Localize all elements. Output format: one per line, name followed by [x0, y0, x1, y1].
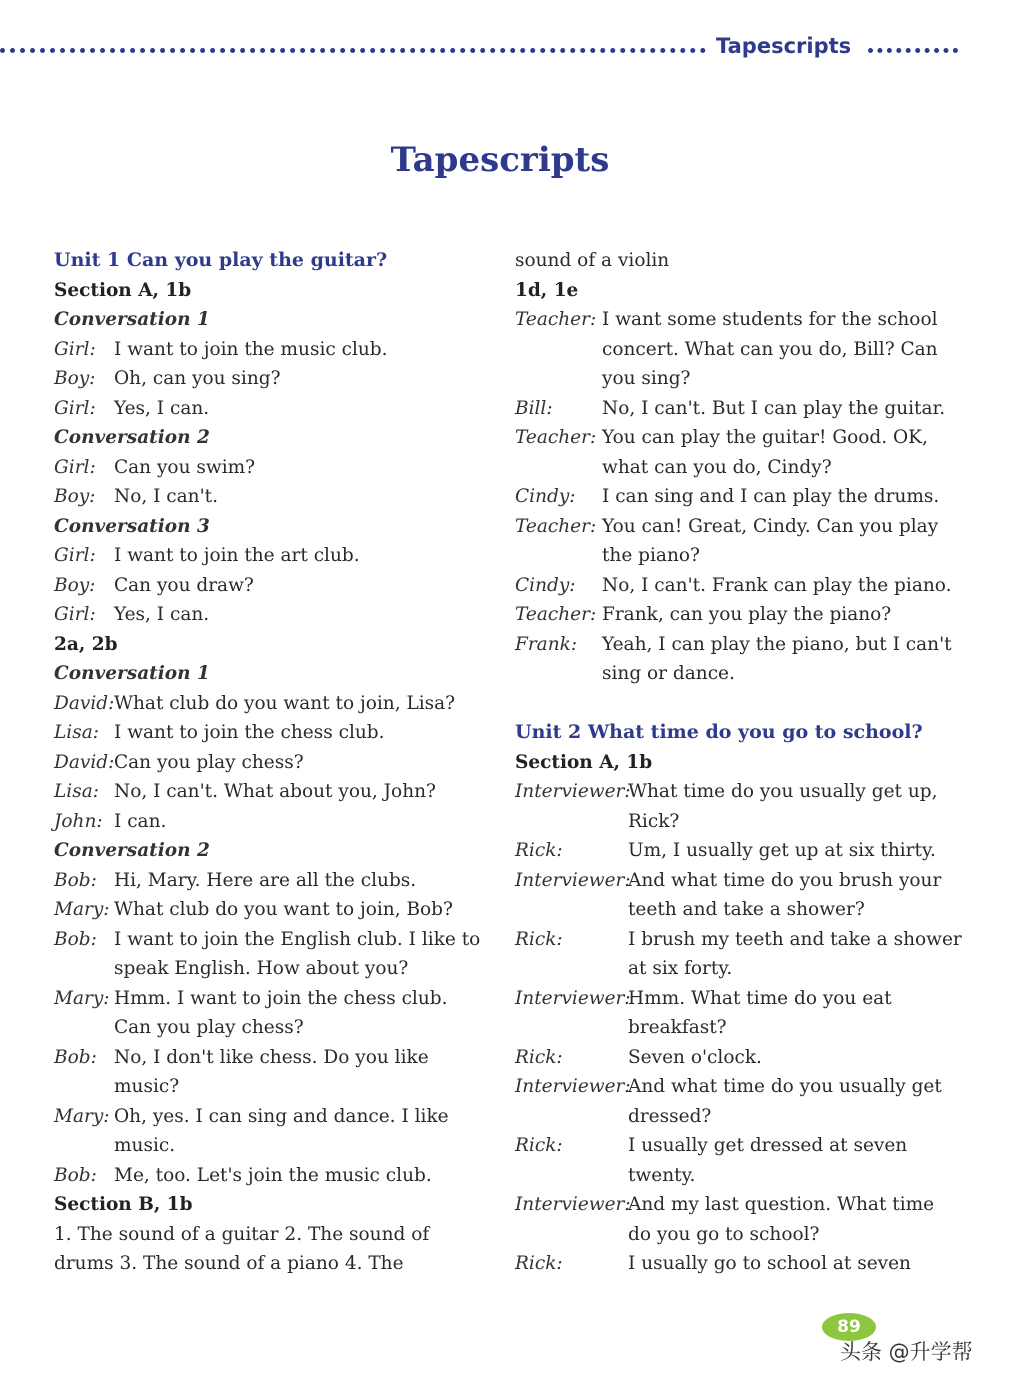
dialogue-text: Can you play chess? — [114, 751, 304, 773]
dialogue-text: I want to join the chess club. — [114, 722, 385, 743]
speaker-label — [515, 1161, 628, 1191]
dialogue-line — [54, 748, 474, 778]
speaker-label: Bob: — [54, 1046, 97, 1068]
speaker-label: David: — [54, 692, 115, 714]
conversation-heading: Conversation 1 — [54, 309, 210, 330]
dialogue-text: Can you play chess? — [114, 1017, 304, 1038]
dialogue-line — [54, 1013, 474, 1043]
dialogue-line — [515, 1043, 955, 1073]
dialogue-text: speak English. How about you? — [114, 958, 409, 979]
dialogue-text: you sing? — [602, 368, 691, 389]
speaker-label — [515, 1013, 628, 1043]
dialogue-line — [54, 541, 474, 571]
speaker-label: Bob: — [54, 1164, 97, 1186]
dialogue-line — [515, 1220, 955, 1250]
dialogue-text: do you go to school? — [628, 1223, 820, 1245]
dialogue-line — [515, 836, 955, 866]
unit-heading: Unit 1 Can you play the guitar? — [54, 249, 388, 271]
dialogue-text: I brush my teeth and take a shower — [628, 928, 962, 950]
body-text: drums 3. The sound of a piano 4. The — [54, 1253, 404, 1274]
dialogue-line — [54, 866, 474, 896]
dialogue-text: the piano? — [602, 545, 700, 566]
dialogue-text: I can sing and I can play the drums. — [602, 486, 940, 507]
speaker-label — [515, 1220, 628, 1250]
watermark: 头条 @升学帮 — [840, 1340, 973, 1364]
dialogue-text: You can! Great, Cindy. Can you play — [602, 515, 939, 537]
unit-heading: Unit 2 What time do you go to school? — [515, 721, 923, 743]
speaker-label: Mary: — [54, 987, 110, 1009]
running-header — [0, 34, 1024, 68]
speaker-label — [515, 954, 628, 984]
dialogue-text: Hmm. I want to join the chess club. — [114, 987, 448, 1009]
dialogue-line — [515, 512, 955, 542]
dialogue-text: Oh, yes. I can sing and dance. I like — [114, 1105, 449, 1127]
body-text: 1. The sound of a guitar 2. The sound of — [54, 1223, 430, 1245]
conversation-heading: Conversation 2 — [54, 427, 210, 448]
dialogue-text: Hmm. What time do you eat — [628, 987, 892, 1009]
dialogue-line — [515, 335, 955, 365]
section-heading: Section A, 1b — [515, 751, 653, 773]
speaker-label: Interviewer: — [515, 1076, 631, 1097]
dialogue-line — [54, 895, 474, 925]
dialogue-text: Yes, I can. — [114, 397, 210, 419]
speaker-label: Bill: — [515, 397, 553, 419]
dialogue-line — [515, 1131, 955, 1161]
speaker-label: John: — [54, 810, 103, 832]
dialogue-text: I usually get dressed at seven — [628, 1135, 908, 1156]
speaker-label: Interviewer: — [515, 1194, 631, 1215]
dialogue-line — [54, 954, 474, 984]
dialogue-text: I usually go to school at seven — [628, 1253, 911, 1274]
speaker-label: Rick: — [515, 1135, 563, 1156]
dialogue-line — [515, 1072, 955, 1102]
speaker-label: Lisa: — [54, 722, 99, 743]
dialogue-text: twenty. — [628, 1164, 696, 1186]
dialogue-line — [515, 482, 955, 512]
dialogue-line — [54, 1043, 474, 1073]
dialogue-line — [515, 866, 955, 896]
dialogue-line — [54, 777, 474, 807]
dialogue-text: Me, too. Let's join the music club. — [114, 1164, 432, 1186]
dialogue-line — [515, 1190, 955, 1220]
dialogue-line — [515, 571, 955, 601]
dialogue-text: Seven o'clock. — [628, 1046, 762, 1068]
dialogue-text: And what time do you brush your — [628, 869, 942, 891]
dialogue-line — [515, 984, 955, 1014]
speaker-label: Bob: — [54, 928, 97, 950]
dialogue-line — [54, 984, 474, 1014]
speaker-label — [515, 895, 628, 925]
speaker-label: Teacher: — [515, 515, 597, 537]
dialogue-text: I want to join the English club. I like to — [114, 928, 481, 950]
dialogue-line — [54, 600, 474, 630]
speaker-label: Interviewer: — [515, 869, 631, 891]
dialogue-line — [515, 364, 955, 394]
dialogue-line — [515, 1013, 955, 1043]
dialogue-line — [515, 925, 962, 955]
dialogue-line — [54, 925, 481, 955]
speaker-label — [515, 1102, 628, 1132]
dialogue-text: Oh, can you sing? — [114, 368, 281, 389]
speaker-label — [54, 954, 114, 984]
dialogue-text: Yes, I can. — [114, 604, 210, 625]
dialogue-line — [515, 305, 955, 335]
dialogue-text: I want some students for the school — [602, 309, 938, 330]
body-text: sound of a violin — [515, 250, 670, 271]
speaker-label: Rick: — [515, 1046, 563, 1068]
dialogue-text: Rick? — [628, 810, 680, 832]
dialogue-text: concert. What can you do, Bill? Can — [602, 338, 938, 360]
dialogue-line — [54, 482, 474, 512]
speaker-label: Lisa: — [54, 781, 99, 802]
section-heading: 1d, 1e — [515, 279, 579, 301]
dialogue-line — [515, 1102, 955, 1132]
dialogue-line — [54, 394, 474, 424]
dialogue-text: No, I can't. What about you, John? — [114, 781, 436, 802]
speaker-label: Boy: — [54, 368, 96, 389]
dialogue-line — [54, 1161, 474, 1191]
dialogue-text: What club do you want to join, Bob? — [114, 899, 453, 920]
dialogue-text: breakfast? — [628, 1017, 727, 1038]
speaker-label: Interviewer: — [515, 987, 631, 1009]
left-column — [54, 246, 481, 1279]
dialogue-text: What time do you usually get up, — [628, 781, 938, 802]
dialogue-text: You can play the guitar! Good. OK, — [602, 427, 928, 448]
dialogue-text: at six forty. — [628, 958, 733, 979]
dialogue-text: Can you draw? — [114, 574, 254, 596]
page-number-badge: 89 — [822, 1313, 876, 1341]
dialogue-line — [515, 1249, 955, 1279]
dialogue-text: Frank, can you play the piano? — [602, 604, 892, 625]
dialogue-line — [515, 423, 955, 453]
dialogue-line — [54, 453, 474, 483]
dialogue-line — [515, 541, 955, 571]
dialogue-text: I want to join the music club. — [114, 338, 388, 360]
dialogue-text: sing or dance. — [602, 663, 735, 684]
dialogue-text: I want to join the art club. — [114, 545, 360, 566]
speaker-label — [515, 364, 602, 394]
speaker-label: Girl: — [54, 545, 96, 566]
speaker-label: Mary: — [54, 1105, 110, 1127]
speaker-label: Girl: — [54, 604, 96, 625]
conversation-heading: Conversation 1 — [54, 663, 210, 684]
dialogue-line — [515, 954, 955, 984]
dialogue-text: Yeah, I can play the piano, but I can't — [602, 633, 952, 655]
dialogue-line — [54, 364, 474, 394]
speaker-label: Teacher: — [515, 427, 597, 448]
speaker-label: David: — [54, 751, 115, 773]
speaker-label: Rick: — [515, 928, 563, 950]
speaker-label: Teacher: — [515, 309, 597, 330]
speaker-label — [515, 453, 602, 483]
conversation-heading: Conversation 3 — [54, 515, 210, 537]
speaker-label: Cindy: — [515, 486, 576, 507]
speaker-label: Rick: — [515, 1253, 563, 1274]
dialogue-text: Hi, Mary. Here are all the clubs. — [114, 869, 417, 891]
dialogue-line — [515, 1161, 955, 1191]
running-title: Tapescripts — [716, 34, 852, 58]
section-heading: Section A, 1b — [54, 279, 192, 301]
right-column — [515, 246, 962, 1279]
speaker-label — [54, 1013, 114, 1043]
dialogue-line — [54, 571, 474, 601]
dialogue-line — [515, 659, 955, 689]
dialogue-line — [515, 807, 955, 837]
speaker-label — [515, 807, 628, 837]
speaker-label: Rick: — [515, 840, 563, 861]
dialogue-text: I can. — [114, 810, 167, 832]
speaker-label — [515, 335, 602, 365]
speaker-label: Girl: — [54, 397, 96, 419]
speaker-label — [54, 1131, 114, 1161]
dialogue-line — [54, 807, 474, 837]
dialogue-text: What club do you want to join, Lisa? — [114, 692, 456, 714]
speaker-label: Girl: — [54, 338, 96, 360]
dialogue-text: No, I don't like chess. Do you like — [114, 1046, 429, 1068]
speaker-label: Boy: — [54, 574, 96, 596]
dialogue-text: Um, I usually get up at six thirty. — [628, 840, 936, 861]
speaker-label: Interviewer: — [515, 781, 631, 802]
page-title: Tapescripts — [390, 140, 610, 180]
speaker-label: Boy: — [54, 486, 96, 507]
section-heading: Section B, 1b — [54, 1194, 193, 1215]
dialogue-line — [54, 1102, 474, 1132]
dialogue-text: music? — [114, 1076, 180, 1097]
speaker-label — [54, 1072, 114, 1102]
dialogue-text: teeth and take a shower? — [628, 899, 865, 920]
spacer — [515, 689, 955, 719]
dialogue-text: No, I can't. — [114, 486, 218, 507]
dialogue-line — [515, 777, 955, 807]
dialogue-text: And my last question. What time — [628, 1194, 935, 1215]
dialogue-line — [515, 600, 955, 630]
dialogue-line — [515, 453, 955, 483]
dotted-rule-left — [0, 48, 706, 53]
section-heading: 2a, 2b — [54, 633, 118, 655]
speaker-label: Girl: — [54, 456, 96, 478]
dialogue-line — [54, 718, 474, 748]
dialogue-line — [515, 394, 955, 424]
dialogue-line — [54, 1072, 474, 1102]
conversation-heading: Conversation 2 — [54, 840, 210, 861]
speaker-label — [515, 541, 602, 571]
dialogue-line — [54, 335, 474, 365]
speaker-label — [515, 659, 602, 689]
dotted-rule-right — [868, 48, 958, 53]
speaker-label: Frank: — [515, 633, 578, 655]
speaker-label: Bob: — [54, 869, 97, 891]
dialogue-text: No, I can't. Frank can play the piano. — [602, 574, 952, 596]
dialogue-text: dressed? — [628, 1105, 712, 1127]
dialogue-text: Can you swim? — [114, 456, 256, 478]
speaker-label: Cindy: — [515, 574, 576, 596]
speaker-label: Teacher: — [515, 604, 597, 625]
dialogue-text: music. — [114, 1135, 176, 1156]
speaker-label: Mary: — [54, 899, 110, 920]
dialogue-line — [515, 895, 955, 925]
dialogue-line — [515, 630, 955, 660]
dialogue-text: No, I can't. But I can play the guitar. — [602, 397, 946, 419]
dialogue-line — [54, 689, 474, 719]
dialogue-text: And what time do you usually get — [628, 1076, 942, 1097]
dialogue-line — [54, 1131, 474, 1161]
dialogue-text: what can you do, Cindy? — [602, 456, 832, 478]
